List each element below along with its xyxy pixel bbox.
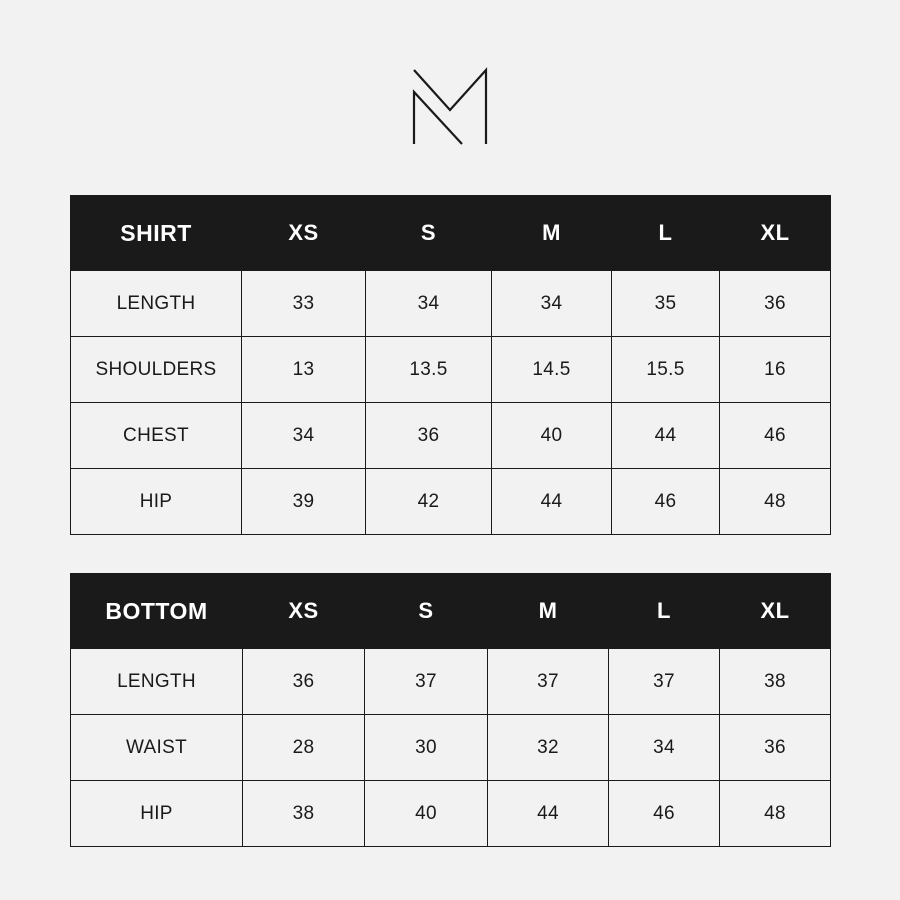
size-header-l: L	[609, 574, 720, 649]
table-cell: 44	[492, 469, 612, 535]
row-label: WAIST	[71, 715, 243, 781]
table-cell: 30	[365, 715, 488, 781]
table-cell: 37	[365, 649, 488, 715]
table-cell: 14.5	[492, 337, 612, 403]
table-cell: 38	[243, 781, 365, 847]
table-cell: 34	[242, 403, 366, 469]
table-row	[71, 715, 831, 781]
table-cell: 40	[492, 403, 612, 469]
table-cell: 16	[720, 337, 831, 403]
table-row	[71, 337, 831, 403]
size-header-xl: XL	[720, 574, 831, 649]
size-header-xs: XS	[243, 574, 365, 649]
table-cell: 39	[242, 469, 366, 535]
table-header-row	[71, 196, 831, 271]
table-cell: 32	[488, 715, 609, 781]
shirt-table-title: SHIRT	[71, 196, 242, 271]
table-cell: 37	[488, 649, 609, 715]
table-cell: 46	[612, 469, 720, 535]
table-cell: 36	[366, 403, 492, 469]
bottom-table-title: BOTTOM	[71, 574, 243, 649]
table-row	[71, 649, 831, 715]
table-cell: 38	[720, 649, 831, 715]
table-cell: 13	[242, 337, 366, 403]
table-cell: 34	[492, 271, 612, 337]
table-cell: 36	[243, 649, 365, 715]
table-cell: 13.5	[366, 337, 492, 403]
table-cell: 44	[488, 781, 609, 847]
monogram-m-logo	[410, 66, 490, 148]
row-label: CHEST	[71, 403, 242, 469]
table-cell: 46	[720, 403, 831, 469]
size-header-xs: XS	[242, 196, 366, 271]
table-cell: 40	[365, 781, 488, 847]
size-header-l: L	[612, 196, 720, 271]
size-header-m: M	[488, 574, 609, 649]
table-cell: 34	[609, 715, 720, 781]
table-cell: 36	[720, 271, 831, 337]
table-cell: 36	[720, 715, 831, 781]
row-label: HIP	[71, 781, 243, 847]
size-header-s: S	[366, 196, 492, 271]
table-cell: 15.5	[612, 337, 720, 403]
table-cell: 48	[720, 781, 831, 847]
table-cell: 48	[720, 469, 831, 535]
table-cell: 33	[242, 271, 366, 337]
row-label: LENGTH	[71, 271, 242, 337]
table-cell: 37	[609, 649, 720, 715]
table-cell: 35	[612, 271, 720, 337]
table-row	[71, 781, 831, 847]
table-header-row	[71, 574, 831, 649]
size-header-m: M	[492, 196, 612, 271]
row-label: LENGTH	[71, 649, 243, 715]
table-row	[71, 403, 831, 469]
row-label: SHOULDERS	[71, 337, 242, 403]
table-row	[71, 469, 831, 535]
size-header-xl: XL	[720, 196, 831, 271]
table-cell: 28	[243, 715, 365, 781]
row-label: HIP	[71, 469, 242, 535]
table-cell: 44	[612, 403, 720, 469]
table-row	[71, 271, 831, 337]
table-cell: 46	[609, 781, 720, 847]
bottom-size-table	[70, 573, 831, 847]
size-header-s: S	[365, 574, 488, 649]
table-cell: 42	[366, 469, 492, 535]
shirt-size-table	[70, 195, 831, 535]
table-cell: 34	[366, 271, 492, 337]
